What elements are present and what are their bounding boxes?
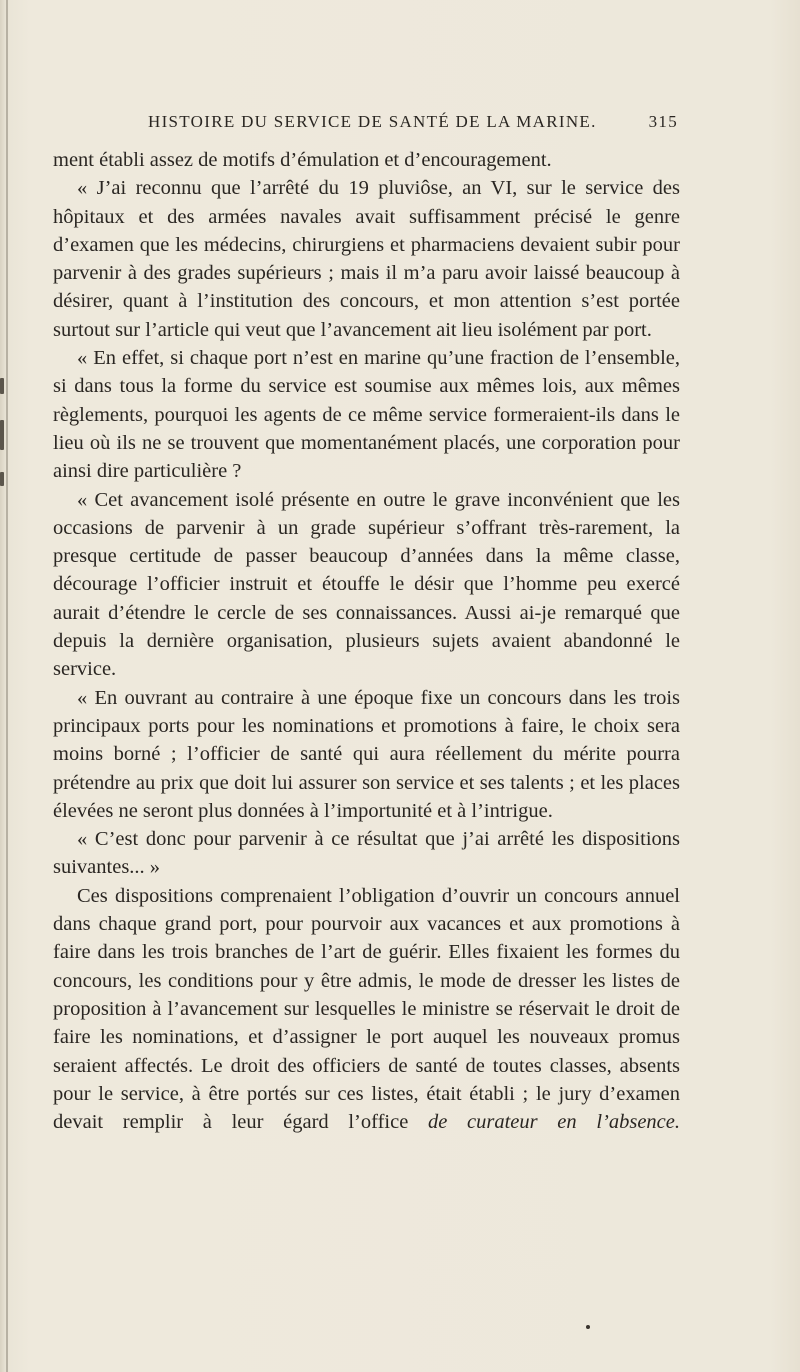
italic-phrase: de curateur en l’absence. — [427, 1111, 681, 1134]
paragraph-text: Ces dispositions comprenaient l’obligation d’ouvrir un concours annuel dans chaque grand port, pour pourvoir aux vacances et aux promotions à faire dans les trois branches de l’art de guérir. Elles fixaient les formes du concours, les conditions pour y être admis, le mode de dresser les listes de proposition à l’avancement sur lesquelles le ministre se réservait le droit de faire les nominations, et d’assigner le port auquel les nouveaux promus seraient affectés. Le droit des officiers de santé de toutes classes, absents pour le service, à être portés sur ces listes, était établi ; le jury d’examen devait remplir à leur égard l’office — [53, 884, 680, 1134]
page-header — [148, 112, 678, 142]
paragraph — [53, 882, 680, 1137]
page-binding-edge — [6, 0, 8, 1372]
paragraph: « En ouvrant au contraire à une époque fixe un concours dans les trois principaux ports pour les nominations et promotions à faire, le choix sera moins borné ; l’officier de santé qui aura réellement du mérite pourra prétendre au prix que doit lui assurer son service et ses talents ; et les places élevées ne seront plus données à l’importunité et à l’intrigue. — [53, 686, 680, 822]
page-number: 315 — [648, 112, 678, 131]
paragraph: « C’est donc pour parvenir à ce résultat que j’ai arrêté les dispositions suivantes... » — [53, 828, 680, 879]
binding-mark — [0, 378, 4, 394]
binding-mark — [0, 472, 4, 486]
body-text — [53, 146, 680, 1136]
ink-speck — [586, 1325, 590, 1329]
paragraph: « En effet, si chaque port n’est en marine qu’une fraction de l’ensemble, si dans tous la forme du service est soumise aux mêmes lois, aux mêmes règlements, pourquoi les agents de ce même service formeraient-ils dans le lieu où ils ne se trouvent que momentanément placés, une corporation pour ainsi dire particulière ? — [53, 347, 680, 483]
running-title: HISTOIRE DU SERVICE DE SANTÉ DE LA MARINE. — [148, 112, 597, 131]
paragraph: ment établi assez de motifs d’émulation et d’encouragement. — [53, 149, 552, 171]
paragraph: « Cet avancement isolé présente en outre le grave inconvénient que les occasions de parvenir à un grade supérieur s’offrant très-rarement, la presque certitude de passer beaucoup d’années dans la même classe, décourage l’officier instruit et étouffe le désir que l’homme peu exercé aurait d’étendre le cercle de ses connaissances. Aussi ai-je remarqué que depuis la dernière organisation, plusieurs sujets avaient abandonné le service. — [53, 488, 680, 681]
binding-mark — [0, 420, 4, 450]
paragraph: « J’ai reconnu que l’arrêté du 19 pluviôse, an VI, sur le service des hôpitaux et des armées navales avait suffisamment précisé le genre d’examen que les médecins, chirurgiens et pharmaciens devaient subir pour parvenir à des grades supérieurs ; mais il m’a paru avoir laissé beaucoup à désirer, quant à l’institution des concours, et mon attention s’est portée surtout sur l’article qui veut que l’avancement ait lieu isolément par port. — [53, 177, 680, 341]
